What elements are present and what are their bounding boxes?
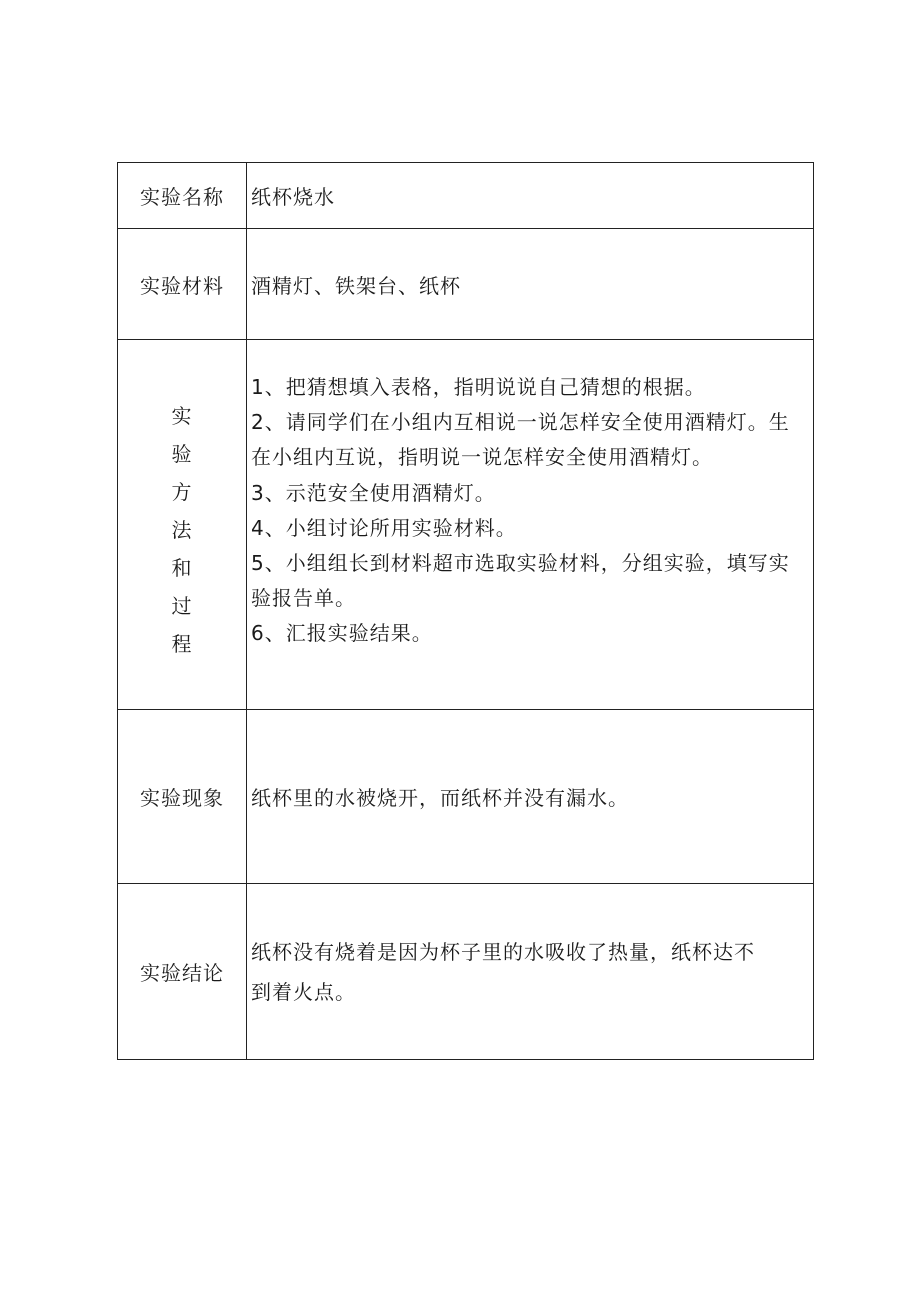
conclusion-value: 纸杯没有烧着是因为杯子里的水吸收了热量，纸杯达不到着火点。 xyxy=(251,939,755,1004)
method-process-label xyxy=(118,340,247,710)
table-row-phenomenon xyxy=(118,710,814,884)
method-label-char: 程 xyxy=(171,631,193,656)
phenomenon-label: 实验现象 xyxy=(118,710,247,884)
experiment-table xyxy=(117,162,814,1060)
materials-label: 实验材料 xyxy=(118,229,247,340)
experiment-name-value: 纸杯烧水 xyxy=(247,163,814,229)
method-label-char: 法 xyxy=(171,517,193,542)
method-label-char: 验 xyxy=(171,441,193,466)
table-row-method-process xyxy=(118,340,814,710)
method-step-3: 3、示范安全使用酒精灯。 xyxy=(251,481,496,505)
materials-value: 酒精灯、铁架台、纸杯 xyxy=(247,229,814,340)
method-step-4: 4、小组讨论所用实验材料。 xyxy=(251,516,517,540)
table-row-materials xyxy=(118,229,814,340)
table-row-experiment-name xyxy=(118,163,814,229)
method-step-1: 1、把猜想填入表格，指明说说自己猜想的根据。 xyxy=(251,375,706,399)
method-label-char: 过 xyxy=(171,593,193,618)
method-step-6: 6、汇报实验结果。 xyxy=(251,621,433,645)
conclusion-cell xyxy=(247,884,814,1060)
method-label-char: 和 xyxy=(171,555,193,580)
method-process-steps xyxy=(247,340,814,710)
method-label-char: 方 xyxy=(171,479,193,504)
method-step-5: 5、小组组长到材料超市选取实验材料，分组实验，填写实验报告单。 xyxy=(251,551,790,610)
phenomenon-value: 纸杯里的水被烧开，而纸杯并没有漏水。 xyxy=(247,710,814,884)
method-label-char: 实 xyxy=(171,403,193,428)
conclusion-label: 实验结论 xyxy=(118,884,247,1060)
table-row-conclusion xyxy=(118,884,814,1060)
experiment-name-label: 实验名称 xyxy=(118,163,247,229)
method-step-2: 2、请同学们在小组内互相说一说怎样安全使用酒精灯。生在小组内互说，指明说一说怎样安全使用酒精灯。 xyxy=(251,410,790,469)
